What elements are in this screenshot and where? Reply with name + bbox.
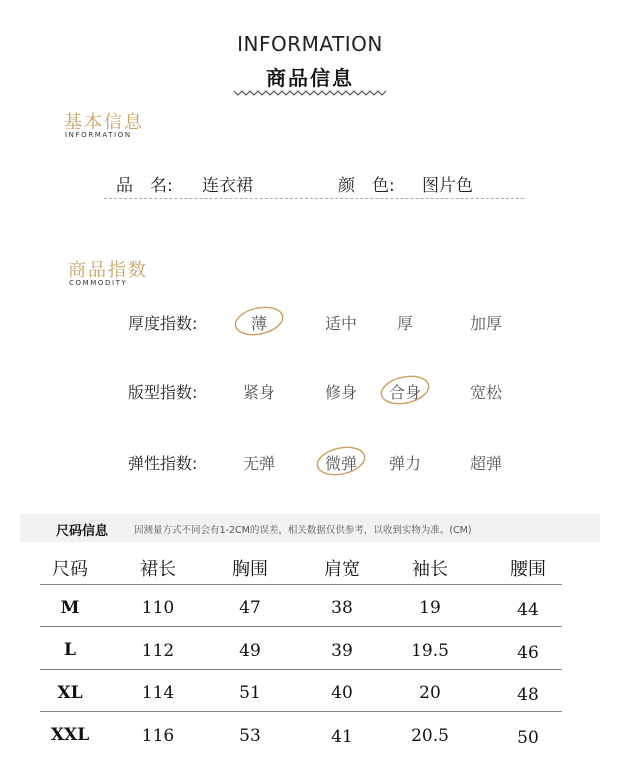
header-title-en: INFORMATION	[237, 32, 383, 56]
table-header-cell: 袖长	[412, 559, 448, 580]
thickness-option-medium: 适中	[324, 314, 357, 333]
table-cell: 19.5	[411, 641, 449, 661]
product-name-label: 品 名:	[116, 176, 173, 196]
table-cell: 20	[419, 683, 441, 703]
table-cell-size: XL	[57, 683, 83, 703]
table-cell: 114	[141, 683, 175, 703]
table-cell: 116	[141, 726, 175, 746]
table-divider	[40, 669, 562, 670]
elasticity-option-stretch: 弹力	[388, 454, 421, 473]
table-header-cell: 胸围	[232, 559, 268, 580]
selected-circle-icon	[305, 439, 377, 483]
fit-index-label: 版型指数:	[128, 383, 198, 402]
color-label: 颜 色:	[338, 176, 395, 196]
table-divider	[40, 711, 562, 712]
table-cell: 19	[419, 598, 441, 618]
table-cell: 20.5	[411, 726, 449, 746]
commodity-subtitle: COMMODITY	[69, 279, 128, 287]
thickness-option-thin: 薄	[229, 311, 289, 334]
thickness-option-extra-thick: 加厚	[469, 314, 502, 333]
table-cell: 47	[239, 598, 261, 618]
thickness-option-thick: 厚	[396, 314, 413, 333]
commodity-title: 商品指数	[68, 260, 148, 281]
table-cell: 51	[239, 683, 261, 703]
basic-info-divider	[104, 198, 524, 199]
table-cell: 110	[141, 598, 175, 618]
table-cell: 44	[517, 600, 539, 620]
table-divider	[40, 584, 562, 585]
table-cell: 40	[331, 683, 353, 703]
elasticity-option-slight: 微弹	[311, 451, 371, 474]
zigzag-divider	[232, 88, 388, 98]
table-cell-size: M	[60, 598, 80, 618]
fit-option-regular: 合身	[375, 380, 435, 403]
table-cell: 39	[331, 641, 353, 661]
product-name-value: 连衣裙	[202, 176, 253, 196]
table-header-cell: 裙长	[140, 559, 176, 580]
size-info-title: 尺码信息	[56, 524, 109, 539]
table-header-cell: 腰围	[510, 559, 546, 580]
color-value: 图片色	[422, 176, 473, 196]
header-title-cn: 商品信息	[266, 66, 354, 90]
table-header-cell: 尺码	[52, 559, 88, 580]
table-cell: 46	[517, 643, 539, 663]
basic-info-subtitle: INFORMATION	[65, 131, 132, 139]
table-cell-size: XXL	[50, 725, 90, 745]
fit-option-loose: 宽松	[469, 383, 502, 402]
elasticity-option-none: 无弹	[242, 454, 275, 473]
table-cell: 49	[239, 641, 261, 661]
table-cell-size: L	[64, 640, 76, 660]
table-cell: 48	[517, 685, 539, 705]
table-header-cell: 肩宽	[324, 559, 360, 580]
table-cell: 112	[141, 641, 175, 661]
table-cell: 41	[331, 727, 353, 747]
selected-circle-icon	[369, 368, 441, 412]
thickness-index-label: 厚度指数:	[128, 314, 198, 333]
elasticity-option-super: 超弹	[469, 454, 502, 473]
table-divider	[40, 626, 562, 627]
table-cell: 53	[239, 726, 261, 746]
table-cell: 50	[517, 728, 539, 748]
basic-info-title: 基本信息	[64, 112, 144, 133]
fit-option-tight: 紧身	[242, 383, 275, 402]
elasticity-index-label: 弹性指数:	[128, 454, 198, 473]
fit-option-slim: 修身	[324, 383, 357, 402]
table-cell: 38	[331, 598, 353, 618]
selected-circle-icon	[223, 299, 295, 343]
size-info-note: 因测量方式不同会有1-2CM的误差，相关数据仅供参考，以收到实物为准。(CM)	[134, 525, 472, 536]
